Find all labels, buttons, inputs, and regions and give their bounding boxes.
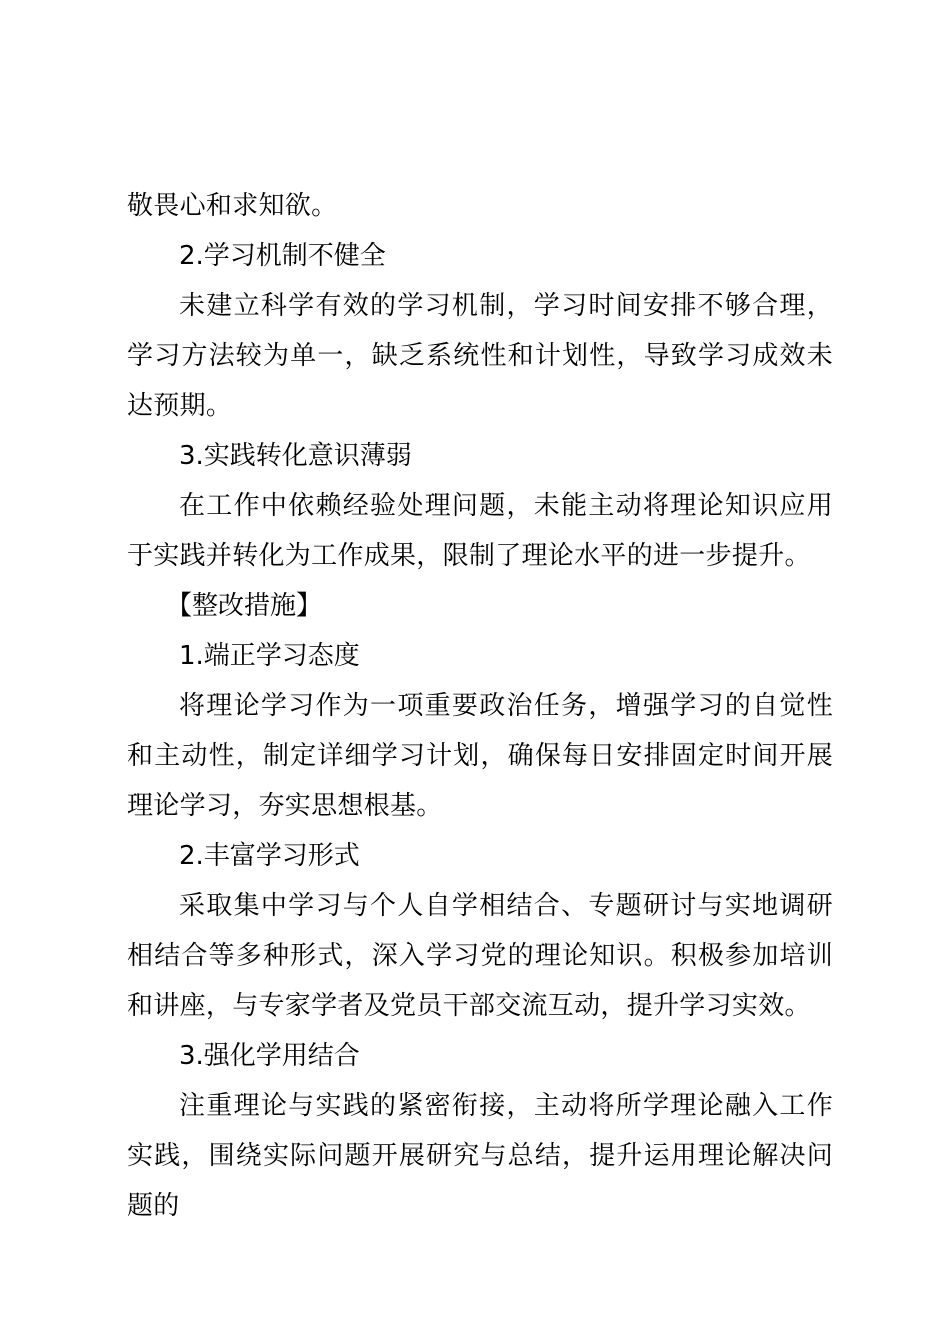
heading-apply: 3.强化学用结合 bbox=[179, 1041, 360, 1071]
heading-attitude: 1.端正学习态度 bbox=[179, 641, 360, 671]
document-page bbox=[127, 181, 833, 1231]
paragraph-attitude: 将理论学习作为一项重要政治任务，增强学习的自觉性和主动性，制定详细学习计划，确保每日安排固定时间开展理论学习，夯实思想根基。 bbox=[127, 691, 833, 821]
paragraph-continued: 敬畏心和求知欲。 bbox=[127, 191, 338, 221]
heading-practice-awareness: 3.实践转化意识薄弱 bbox=[179, 441, 412, 471]
paragraph-forms: 采取集中学习与个人自学相结合、专题研讨与实地调研相结合等多种形式，深入学习党的理论知识。积极参加培训和讲座，与专家学者及党员干部交流互动，提升学习实效。 bbox=[127, 891, 833, 1021]
paragraph-practice-awareness: 在工作中依赖经验处理问题，未能主动将理论知识应用于实践并转化为工作成果，限制了理论水平的进一步提升。 bbox=[127, 491, 833, 571]
heading-learning-mechanism: 2.学习机制不健全 bbox=[179, 241, 386, 271]
section-title-rectification: 【整改措施】 bbox=[166, 591, 323, 621]
heading-forms: 2.丰富学习形式 bbox=[179, 841, 360, 871]
paragraph-apply: 注重理论与实践的紧密衔接，主动将所学理论融入工作实践，围绕实际问题开展研究与总结，提升运用理论解决问题的 bbox=[127, 1091, 833, 1221]
paragraph-learning-mechanism: 未建立科学有效的学习机制，学习时间安排不够合理，学习方法较为单一，缺乏系统性和计划性，导致学习成效未达预期。 bbox=[127, 291, 833, 421]
